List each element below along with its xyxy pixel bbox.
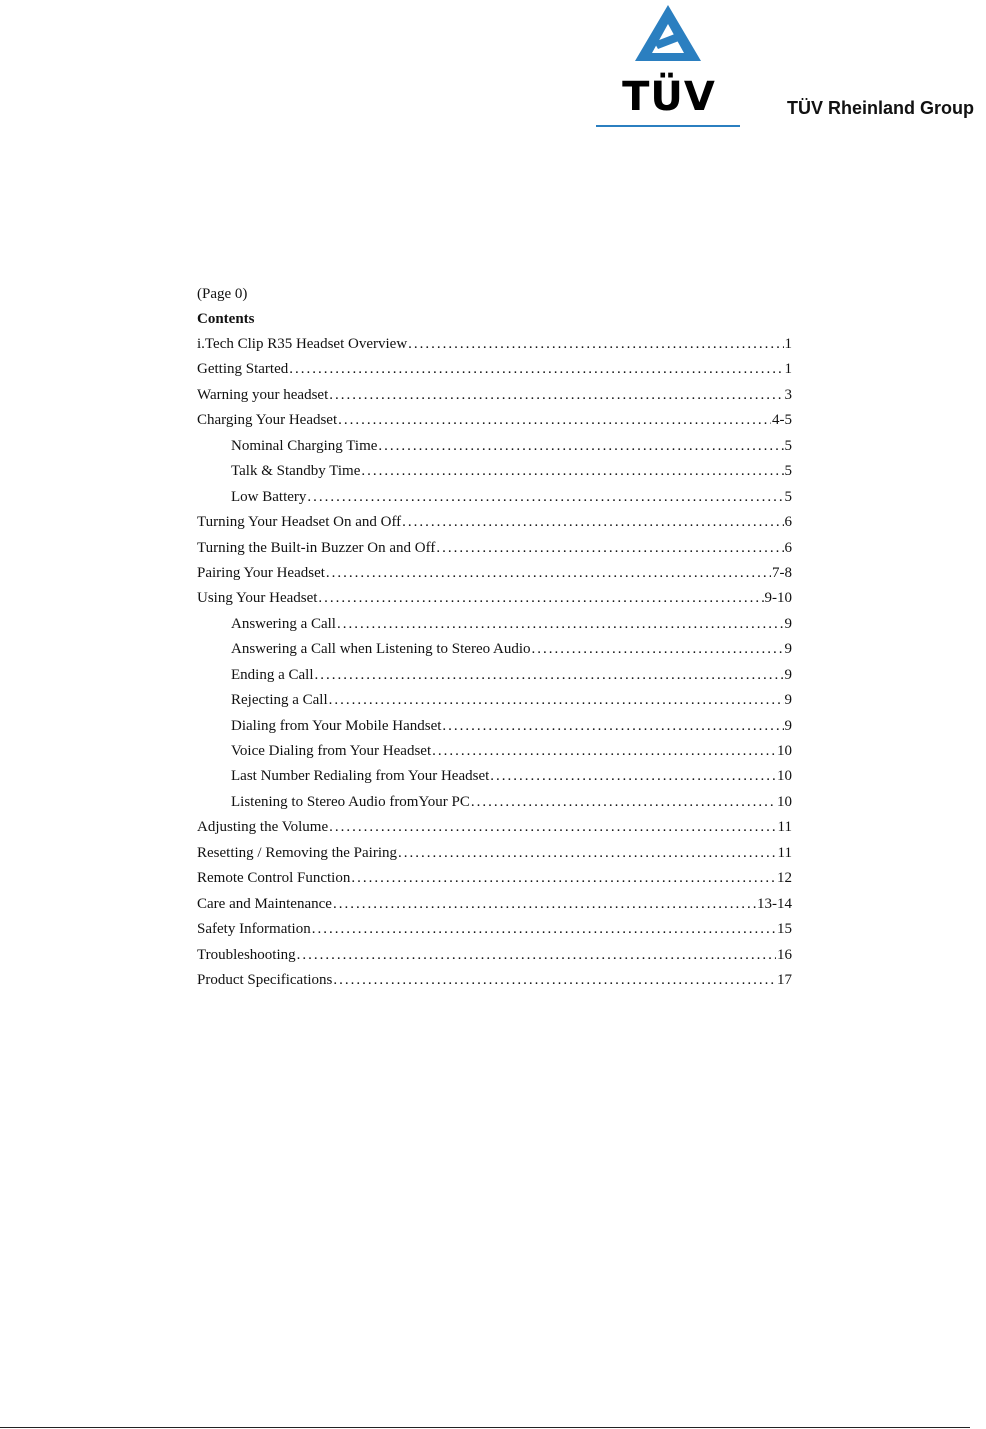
- toc-entry-page: 15: [777, 921, 792, 937]
- tuv-logo-text: TÜV: [622, 74, 716, 120]
- toc-leader-dots: [408, 334, 783, 354]
- toc-leader-dots: [329, 817, 776, 837]
- toc-entry-page: 10: [777, 768, 792, 784]
- toc-entry-page: 9: [784, 667, 792, 683]
- toc-entry-title: Getting Started: [197, 361, 289, 377]
- toc-entry: [197, 563, 792, 583]
- toc-leader-dots: [402, 512, 783, 532]
- toc-entry-title: Low Battery: [231, 489, 307, 505]
- toc-entry-page: 9: [784, 718, 792, 734]
- toc-leader-dots: [442, 716, 783, 736]
- toc-entry: [231, 741, 792, 761]
- toc-leader-dots: [329, 690, 784, 710]
- toc-entry: [231, 614, 792, 634]
- toc-entry-title: Turning Your Headset On and Off: [197, 514, 402, 530]
- toc-leader-dots: [337, 614, 784, 634]
- toc-entry-title: Talk & Standby Time: [231, 463, 361, 479]
- toc-leader-dots: [398, 843, 777, 863]
- toc-entry-page: 5: [784, 489, 792, 505]
- toc-entry: [231, 792, 792, 812]
- toc-entry: [231, 766, 792, 786]
- toc-entry: [197, 410, 792, 430]
- toc-leader-dots: [333, 970, 776, 990]
- toc-entry-page: 6: [784, 514, 792, 530]
- toc-entry-title: Care and Maintenance: [197, 896, 332, 912]
- toc-leader-dots: [490, 766, 776, 786]
- toc-leader-dots: [329, 385, 783, 405]
- toc-leader-dots: [378, 436, 783, 456]
- toc-entry: [197, 945, 792, 965]
- toc-entry-page: 1: [784, 361, 792, 377]
- toc-entry: [231, 716, 792, 736]
- toc-entry: [197, 334, 792, 354]
- toc-entry: [197, 512, 792, 532]
- toc-entry: [231, 665, 792, 685]
- toc-leader-dots: [307, 487, 783, 507]
- toc-entry-page: 5: [784, 463, 792, 479]
- toc-entry: [197, 817, 792, 837]
- toc-entry: [197, 970, 792, 990]
- toc-entry-title: Dialing from Your Mobile Handset: [231, 718, 442, 734]
- group-name: TÜV Rheinland Group: [787, 98, 974, 118]
- toc-entry-page: 9: [784, 641, 792, 657]
- toc-entry-page: 9: [784, 616, 792, 632]
- toc-entry: [197, 588, 792, 608]
- toc-leader-dots: [351, 868, 776, 888]
- toc-entry-page: 12: [777, 870, 792, 886]
- toc-entry-page: 9: [784, 692, 792, 708]
- page-label: (Page 0): [197, 286, 248, 302]
- page-bottom-rule: [0, 1427, 970, 1428]
- toc-entry-title: Answering a Call: [231, 616, 336, 632]
- toc-leader-dots: [338, 410, 771, 430]
- toc-entry-title: Last Number Redialing from Your Headset: [231, 768, 490, 784]
- toc-leader-dots: [333, 894, 756, 914]
- toc-entry: [197, 919, 792, 939]
- toc-entry-page: 16: [777, 947, 792, 963]
- toc-entry: [231, 487, 792, 507]
- toc-entry: [197, 385, 792, 405]
- toc-entry-page: 3: [784, 387, 792, 403]
- toc-entry-page: 5: [784, 438, 792, 454]
- toc-entry-title: Nominal Charging Time: [231, 438, 378, 454]
- toc-entry-page: 7-8: [772, 565, 792, 581]
- toc-entry: [231, 436, 792, 456]
- toc-entry-page: 11: [777, 819, 792, 835]
- toc-leader-dots: [326, 563, 771, 583]
- toc-entry-title: Rejecting a Call: [231, 692, 328, 708]
- toc-leader-dots: [432, 741, 776, 761]
- toc-leader-dots: [315, 665, 784, 685]
- toc-entry-title: Using Your Headset: [197, 590, 318, 606]
- toc-entry-title: Voice Dialing from Your Headset: [231, 743, 432, 759]
- toc-entry-page: 6: [784, 540, 792, 556]
- toc-entry-title: Resetting / Removing the Pairing: [197, 845, 397, 861]
- toc-entry: [197, 868, 792, 888]
- toc-entry: [197, 359, 792, 379]
- toc-leader-dots: [312, 919, 776, 939]
- toc-entry-title: i.Tech Clip R35 Headset Overview: [197, 336, 408, 352]
- toc-entry-title: Warning your headset: [197, 387, 329, 403]
- toc-entry-title: Listening to Stereo Audio fromYour PC: [231, 794, 470, 810]
- toc-entry-title: Troubleshooting: [197, 947, 296, 963]
- toc-entry-title: Product Specifications: [197, 972, 333, 988]
- toc-leader-dots: [532, 639, 784, 659]
- toc-leader-dots: [471, 792, 776, 812]
- toc-entry-page: 10: [777, 743, 792, 759]
- toc-entry: [197, 843, 792, 863]
- toc-entry: [231, 461, 792, 481]
- toc-entry-page: 4-5: [772, 412, 792, 428]
- toc-leader-dots: [297, 945, 776, 965]
- toc-entry-title: Charging Your Headset: [197, 412, 338, 428]
- toc-entry-title: Safety Information: [197, 921, 311, 937]
- toc-leader-dots: [361, 461, 783, 481]
- toc-entry-title: Adjusting the Volume: [197, 819, 329, 835]
- toc-entry-page: 9-10: [764, 590, 792, 606]
- toc-entry-title: Ending a Call: [231, 667, 314, 683]
- toc-entry-page: 1: [784, 336, 792, 352]
- contents-title: Contents: [197, 311, 255, 327]
- toc-entry-title: Turning the Built-in Buzzer On and Off: [197, 540, 436, 556]
- toc-leader-dots: [289, 359, 783, 379]
- toc-entry: [197, 894, 792, 914]
- toc-leader-dots: [318, 588, 763, 608]
- toc-entry-title: Answering a Call when Listening to Stereo Audio: [231, 641, 531, 657]
- toc-entry-page: 13-14: [757, 896, 792, 912]
- toc-entry-title: Remote Control Function: [197, 870, 351, 886]
- toc-entry: [197, 538, 792, 558]
- toc-entry-page: 10: [777, 794, 792, 810]
- toc-entry: [231, 639, 792, 659]
- toc-entry-title: Pairing Your Headset: [197, 565, 325, 581]
- toc-leader-dots: [436, 538, 783, 558]
- toc-entry-page: 11: [777, 845, 792, 861]
- toc-entry-page: 17: [777, 972, 792, 988]
- toc-entry: [231, 690, 792, 710]
